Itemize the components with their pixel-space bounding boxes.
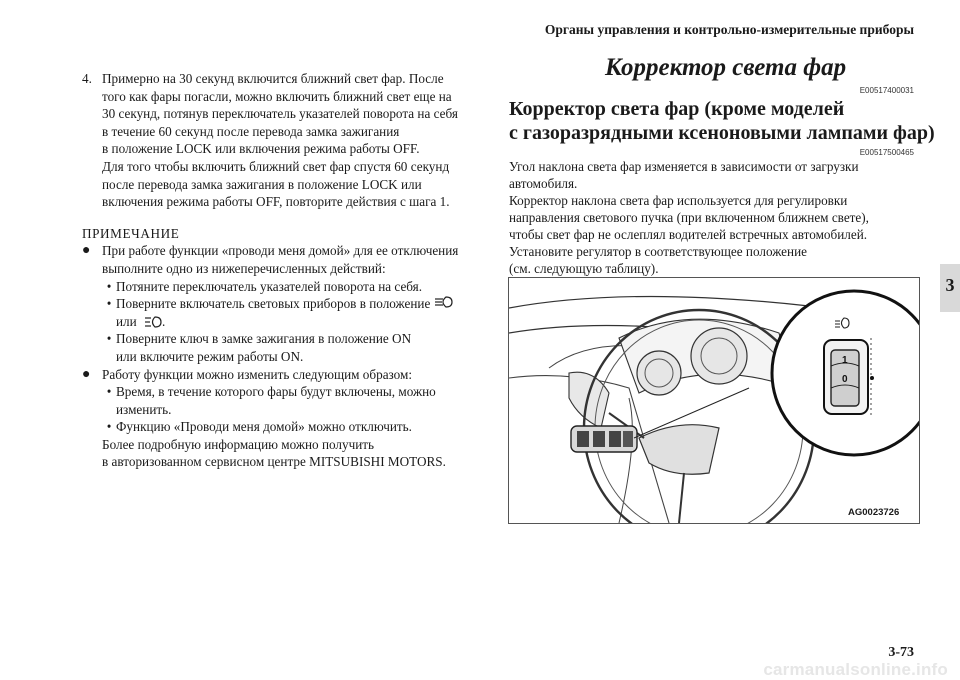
sub-item-text: Время, в течение которого фары будут включены, можно <box>116 384 436 400</box>
step-4 <box>82 70 478 211</box>
sub-bullet-icon: • <box>106 296 112 312</box>
heading-line: с газоразрядными ксеноновыми лампами фар) <box>509 122 935 144</box>
step-line: того как фары погасли, можно включить ближний свет еще на <box>102 88 452 104</box>
body-line: Установите регулятор в соответствующее положение <box>509 244 807 259</box>
step-line: 30 секунд, потянув переключатель указателей поворота на себя <box>102 106 458 122</box>
body-line: Корректор наклона света фар используется для регулировки <box>509 193 848 208</box>
sub-item-continuation <box>102 313 458 331</box>
sub-bullet-icon: • <box>106 419 112 435</box>
section-title: Корректор света фар <box>605 54 847 81</box>
sub-item <box>102 295 458 313</box>
sub-item-continuation: или включите режим работы ON. <box>116 348 304 364</box>
subsection-code: E00517500465 <box>859 148 914 157</box>
sub-item-text: Поверните включатель световых приборов в положение <box>116 296 431 312</box>
step-line: в положение LOCK или включения режима работы OFF. <box>102 141 420 157</box>
dial-label-0: 0 <box>842 374 848 385</box>
note-bullet <box>82 366 478 472</box>
sub-item-text: Потяните переключатель указателей поворота на себя. <box>116 278 423 294</box>
page-number: 3-73 <box>888 645 914 660</box>
sub-bullet-icon: • <box>106 384 112 400</box>
more-info-line: в авторизованном сервисном центре MITSUBISHI MOTORS. <box>102 454 446 470</box>
period: . <box>162 313 166 329</box>
bullet-line: При работе функции «проводи меня домой» для ее отключения <box>102 243 459 259</box>
left-column <box>82 70 478 471</box>
sub-item-text: Функцию «Проводи меня домой» можно отключить. <box>116 419 412 435</box>
section-code: E00517400031 <box>859 86 914 95</box>
sub-bullet-icon: • <box>106 331 112 347</box>
step-line: Для того чтобы включить ближний свет фар спустя 60 секунд <box>102 158 450 174</box>
heading-line: Корректор света фар (кроме моделей <box>509 98 845 120</box>
sub-item-text: Поверните ключ в замке зажигания в положение ON <box>116 331 412 347</box>
watermark-url: carmanualsonline.info <box>763 660 948 679</box>
subsection-heading <box>509 97 935 145</box>
sub-item <box>102 418 446 436</box>
sub-bullet-icon: • <box>106 278 112 294</box>
sub-item <box>102 383 446 401</box>
sub-item <box>102 330 458 348</box>
headlight-leveling-figure <box>508 277 920 524</box>
subsection-body <box>509 158 909 277</box>
note-title: ПРИМЕЧАНИЕ <box>82 225 180 241</box>
body-line: Угол наклона света фар изменяется в зависимости от загрузки <box>509 159 859 174</box>
parking-light-icon <box>144 315 162 329</box>
chapter-tab <box>940 264 960 312</box>
step-line: Примерно на 30 секунд включится ближний свет фар. После <box>102 71 444 86</box>
step-number: 4. <box>82 71 92 86</box>
body-line: направления светового пучка (при включенном ближнем свете), <box>509 210 869 225</box>
sub-item <box>102 278 458 296</box>
step-line: в течение 60 секунд после перевода замка зажигания <box>102 123 400 139</box>
note-bullet <box>82 242 478 365</box>
bullet-icon: ● <box>82 366 91 382</box>
bullet-icon: ● <box>82 243 91 259</box>
running-header: Органы управления и контрольно-измерительные приборы <box>544 22 914 37</box>
more-info-line: Более подробную информацию можно получить <box>102 436 375 452</box>
chapter-number: 3 <box>945 275 955 295</box>
dashboard-illustration <box>509 278 919 523</box>
bullet-line: Работу функции можно изменить следующим образом: <box>102 366 413 382</box>
body-line: чтобы свет фар не ослеплял водителей встречных автомобилей. <box>509 227 868 242</box>
sub-item-continuation: изменить. <box>116 401 172 417</box>
step-line: включения режима работы OFF, повторите действия с шага 1. <box>102 194 450 210</box>
headlight-low-beam-icon <box>434 295 454 309</box>
step-line: после перевода замка зажигания в положение LOCK или <box>102 176 422 192</box>
bullet-line: выполните одно из нижеперечисленных действий: <box>102 260 386 276</box>
body-line: (см. следующую таблицу). <box>509 261 659 276</box>
sub-item-text: или <box>116 313 137 329</box>
body-line: автомобиля. <box>509 176 578 191</box>
dial-label-1: 1 <box>842 355 848 366</box>
figure-label: AG0023726 <box>848 507 900 518</box>
